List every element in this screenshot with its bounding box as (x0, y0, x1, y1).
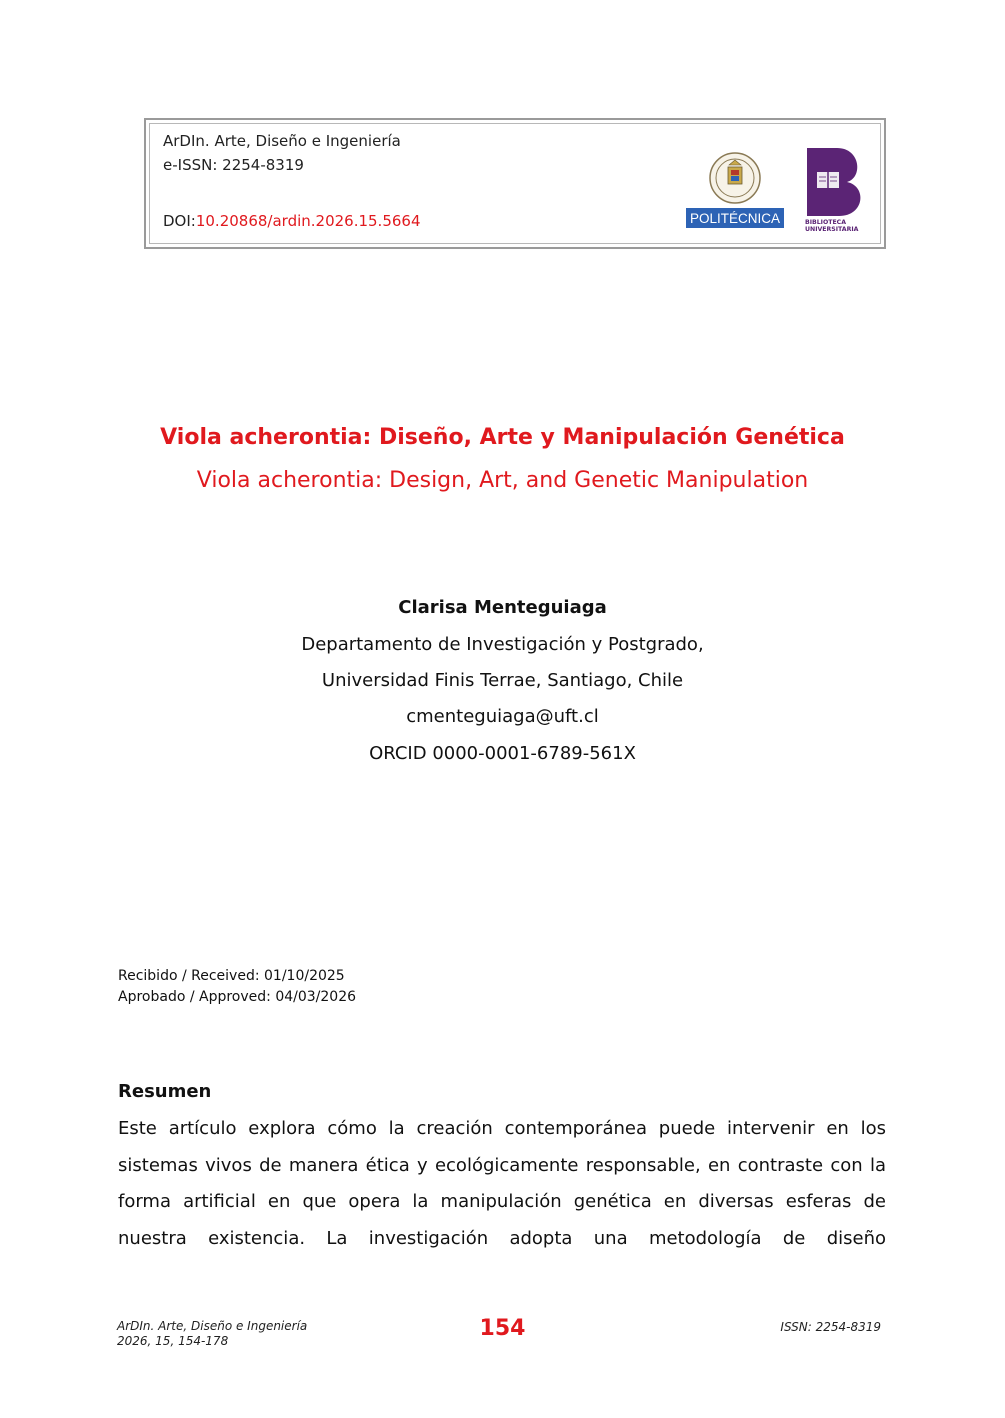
author-university: Universidad Finis Terrae, Santiago, Chile (321, 670, 684, 691)
received-date: Recibido / Received: 01/10/2025 (118, 968, 345, 984)
upm-logo (685, 150, 785, 232)
abstract-heading: Resumen (118, 1081, 212, 1102)
biblioteca-b-icon (807, 148, 860, 216)
footer-issn: ISSN: 2254-8319 (780, 1320, 881, 1334)
author-email[interactable]: cmenteguiaga@uft.cl (406, 706, 599, 727)
author-department: Departamento de Investigación y Postgrado, (301, 634, 704, 655)
abstract-body: Este artículo explora cómo la creación contemporánea puede intervenir en los sistemas vivos de manera ética y ecológicamente responsable, en contraste con la forma artificial en que opera la manipulación genética en diversas esferas de nuestra existencia. La investigación adopta una metodología de diseño (118, 1118, 886, 1249)
upm-seal-icon (710, 153, 760, 203)
author-name: Clarisa Menteguiaga (398, 597, 607, 618)
journal-header-box (144, 118, 886, 249)
biblioteca-logo (803, 146, 875, 232)
article-title-spanish: Viola acherontia: Diseño, Arte y Manipulación Genética (160, 425, 845, 450)
biblioteca-text-2: UNIVERSITARIA (805, 226, 859, 232)
doi-line (163, 212, 421, 230)
doi-prefix: DOI: (163, 212, 196, 230)
header-inner-frame (149, 123, 881, 244)
journal-eissn: e-ISSN: 2254-8319 (163, 156, 304, 174)
author-orcid[interactable]: ORCID 0000-0001-6789-561X (369, 743, 636, 764)
approved-date: Aprobado / Approved: 04/03/2026 (118, 989, 357, 1005)
footer-volume: 2026, 15, 154-178 (117, 1334, 229, 1348)
doi-link[interactable]: 10.20868/ardin.2026.15.5664 (195, 212, 421, 230)
journal-name: ArDIn. Arte, Diseño e Ingeniería (163, 132, 401, 150)
footer-journal: ArDIn. Arte, Diseño e Ingeniería (117, 1319, 308, 1333)
upm-logo-text: POLITÉCNICA (689, 211, 781, 226)
biblioteca-text-1: BIBLIOTECA (805, 219, 847, 226)
article-title-english: Viola acherontia: Design, Art, and Genetic Manipulation (196, 468, 809, 493)
page-number: 154 (479, 1316, 526, 1341)
